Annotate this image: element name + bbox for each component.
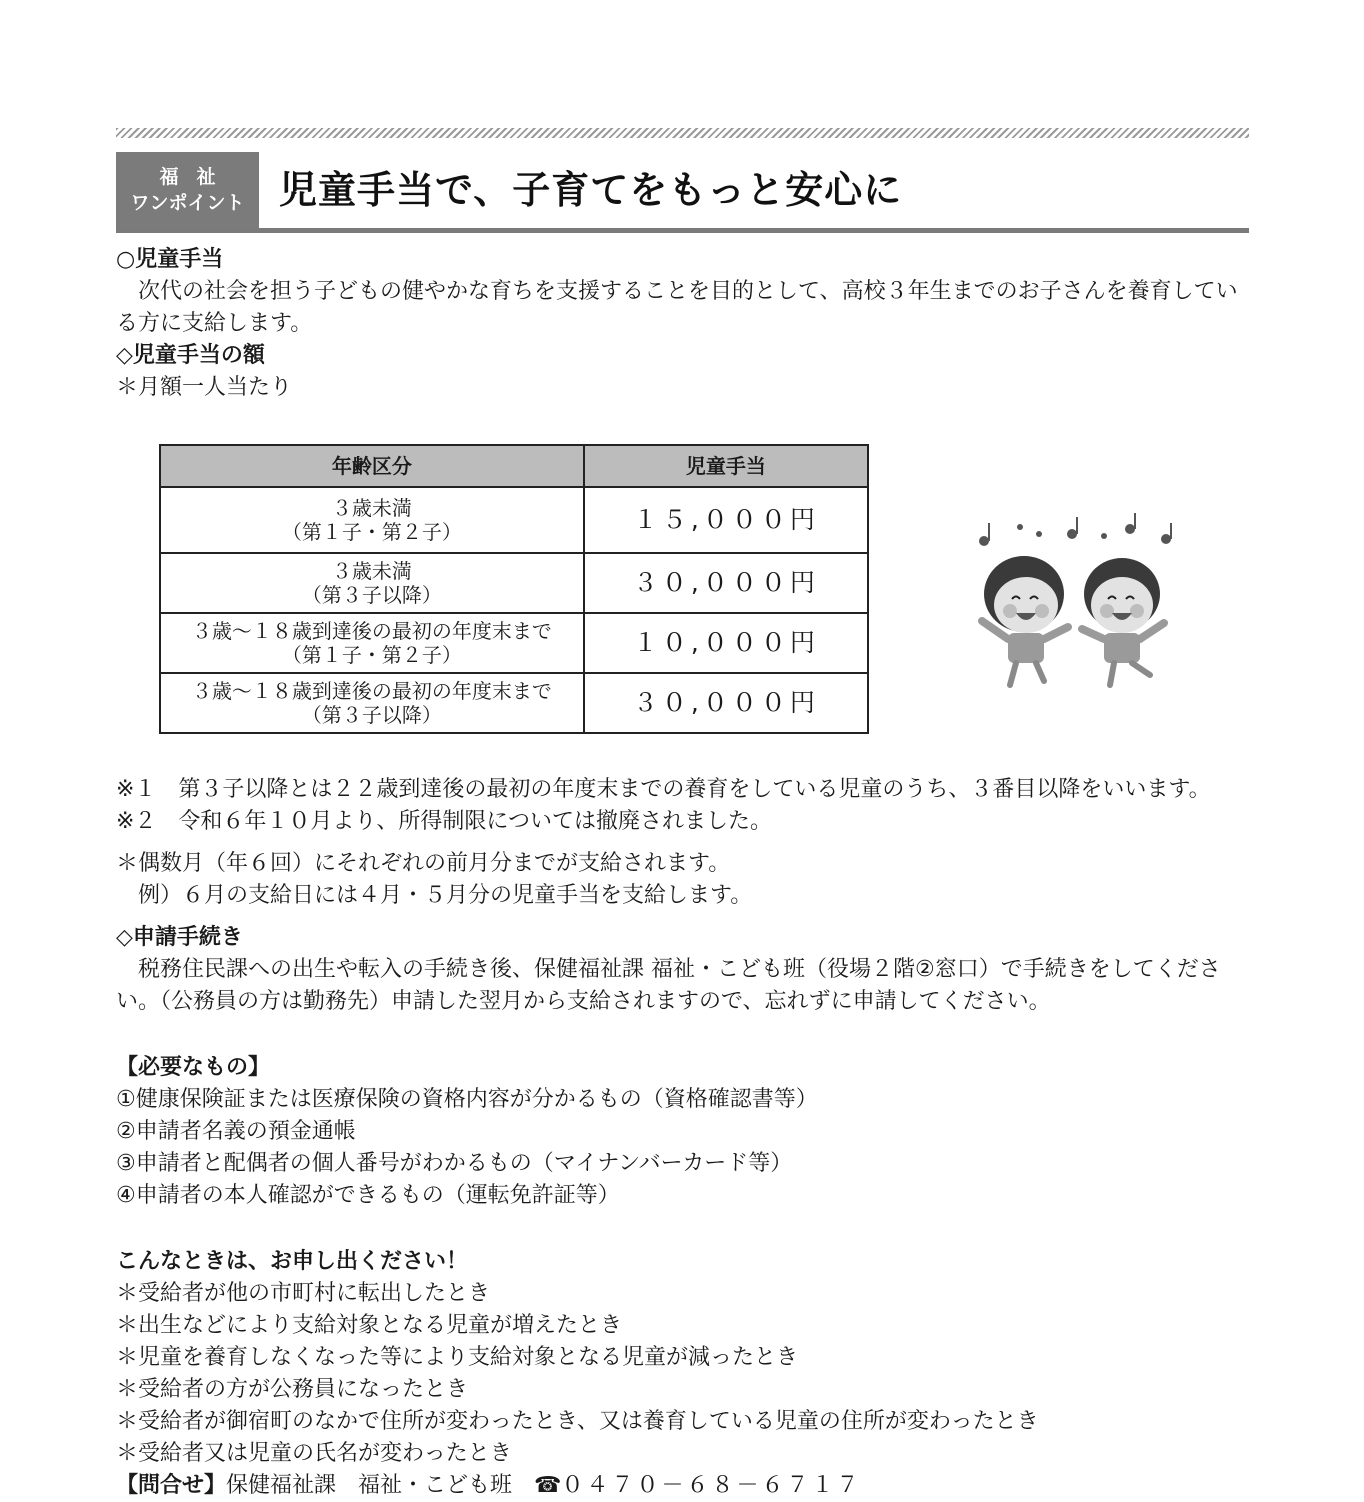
list-item: ④申請者の本人確認ができるもの（運転免許証等） xyxy=(116,1183,620,1208)
required-heading: 【必要なもの】 xyxy=(116,1055,271,1080)
intro-body: 次代の社会を担う子どもの健やかな育ちを支援することを目的として、高校３年生までのお子さんを養育している方に支給します。 xyxy=(116,279,1238,336)
table-row xyxy=(160,673,868,733)
amount-cell: ３０,０００円 xyxy=(584,553,868,613)
age-text: ３歳～１８歳到達後の最初の年度末まで xyxy=(191,619,552,643)
list-item: ＊児童を養育しなくなった等により支給対象となる児童が減ったとき xyxy=(116,1345,799,1370)
list-item: ＊受給者又は児童の氏名が変わったとき xyxy=(116,1441,512,1466)
table-header-row xyxy=(160,445,868,487)
contact-dept: 保健福祉課 福祉・こども班 xyxy=(226,1473,535,1498)
article-body xyxy=(116,244,1249,1502)
note-4: 例）６月の支給日には４月・５月分の児童手当を支給します。 xyxy=(116,883,753,908)
amount-table-area xyxy=(116,404,1249,774)
amount-cell: ３０,０００円 xyxy=(584,673,868,733)
child-right-icon xyxy=(1082,558,1164,685)
age-cell xyxy=(160,673,584,733)
age-sub-text: （第３子以降） xyxy=(301,583,442,607)
contact-line xyxy=(116,1470,1249,1502)
contact-phone: ０４７０－６８－６７１７ xyxy=(561,1473,862,1498)
child-left-icon xyxy=(982,556,1068,685)
amount-cell: １５,０００円 xyxy=(584,487,868,553)
category-badge xyxy=(116,152,259,228)
list-item: ＊受給者が御宿町のなかで住所が変わったとき、又は養育している児童の住所が変わったとき xyxy=(116,1409,1039,1434)
age-cell xyxy=(160,553,584,613)
amount-note: ＊月額一人当たり xyxy=(116,375,293,400)
age-sub-text: （第３子以降） xyxy=(301,703,442,727)
badge-line-2: ワンポイント xyxy=(130,192,245,214)
age-text: ３歳～１８歳到達後の最初の年度末まで xyxy=(191,679,552,703)
application-body: 税務住民課への出生や転入の手続き後、保健福祉課 福祉・こども班（役場２階②窓口）で手続きをしてください。（公務員の方は勤務先）申請した翌月から支給されますので、忘れずに申請してください。 xyxy=(116,957,1221,1014)
phone-icon: ☎ xyxy=(534,1473,562,1498)
age-sub-text: （第１子・第２子） xyxy=(281,520,462,544)
note-3: ＊偶数月（年６回）にそれぞれの前月分までが支給されます。 xyxy=(116,851,731,876)
age-text: ３歳未満 xyxy=(331,496,412,520)
amount-cell: １０,０００円 xyxy=(584,613,868,673)
report-heading: こんなときは、お申し出ください！ xyxy=(116,1249,469,1274)
table-row xyxy=(160,613,868,673)
header-age: 年齢区分 xyxy=(160,445,584,487)
list-item: ＊出生などにより支給対象となる児童が増えたとき xyxy=(116,1313,623,1338)
age-cell xyxy=(160,487,584,553)
section-header xyxy=(116,152,1249,233)
dancing-children-icon xyxy=(964,509,1184,689)
amount-heading: ◇児童手当の額 xyxy=(116,343,265,368)
header-amount: 児童手当 xyxy=(584,445,868,487)
table-row xyxy=(160,487,868,553)
list-item: ②申請者名義の預金通帳 xyxy=(116,1119,356,1144)
list-item: ＊受給者の方が公務員になったとき xyxy=(116,1377,469,1402)
age-text: ３歳未満 xyxy=(331,559,412,583)
allowance-table xyxy=(159,444,869,734)
intro-heading: ○児童手当 xyxy=(116,247,224,272)
decorative-stripe xyxy=(116,128,1249,138)
list-item: ①健康保険証または医療保険の資格内容が分かるもの（資格確認書等） xyxy=(116,1087,818,1112)
age-cell xyxy=(160,613,584,673)
music-notes-icon xyxy=(979,513,1172,546)
note-1: ※１ 第３子以降とは２２歳到達後の最初の年度末までの養育をしている児童のうち、３番目以降をいいます。 xyxy=(116,777,1211,802)
application-heading: ◇申請手続き xyxy=(116,925,243,950)
badge-line-1: 福祉 xyxy=(159,166,234,188)
list-item: ＊受給者が他の市町村に転出したとき xyxy=(116,1281,491,1306)
list-item: ③申請者と配偶者の個人番号がわかるもの（マイナンバーカード等） xyxy=(116,1151,793,1176)
page-title: 児童手当で、子育てをもっと安心に xyxy=(279,168,903,212)
contact-label: 【問合せ】 xyxy=(116,1473,227,1498)
age-sub-text: （第１子・第２子） xyxy=(281,643,462,667)
note-2: ※２ 令和６年１０月より、所得制限については撤廃されました。 xyxy=(116,809,772,834)
table-row xyxy=(160,553,868,613)
